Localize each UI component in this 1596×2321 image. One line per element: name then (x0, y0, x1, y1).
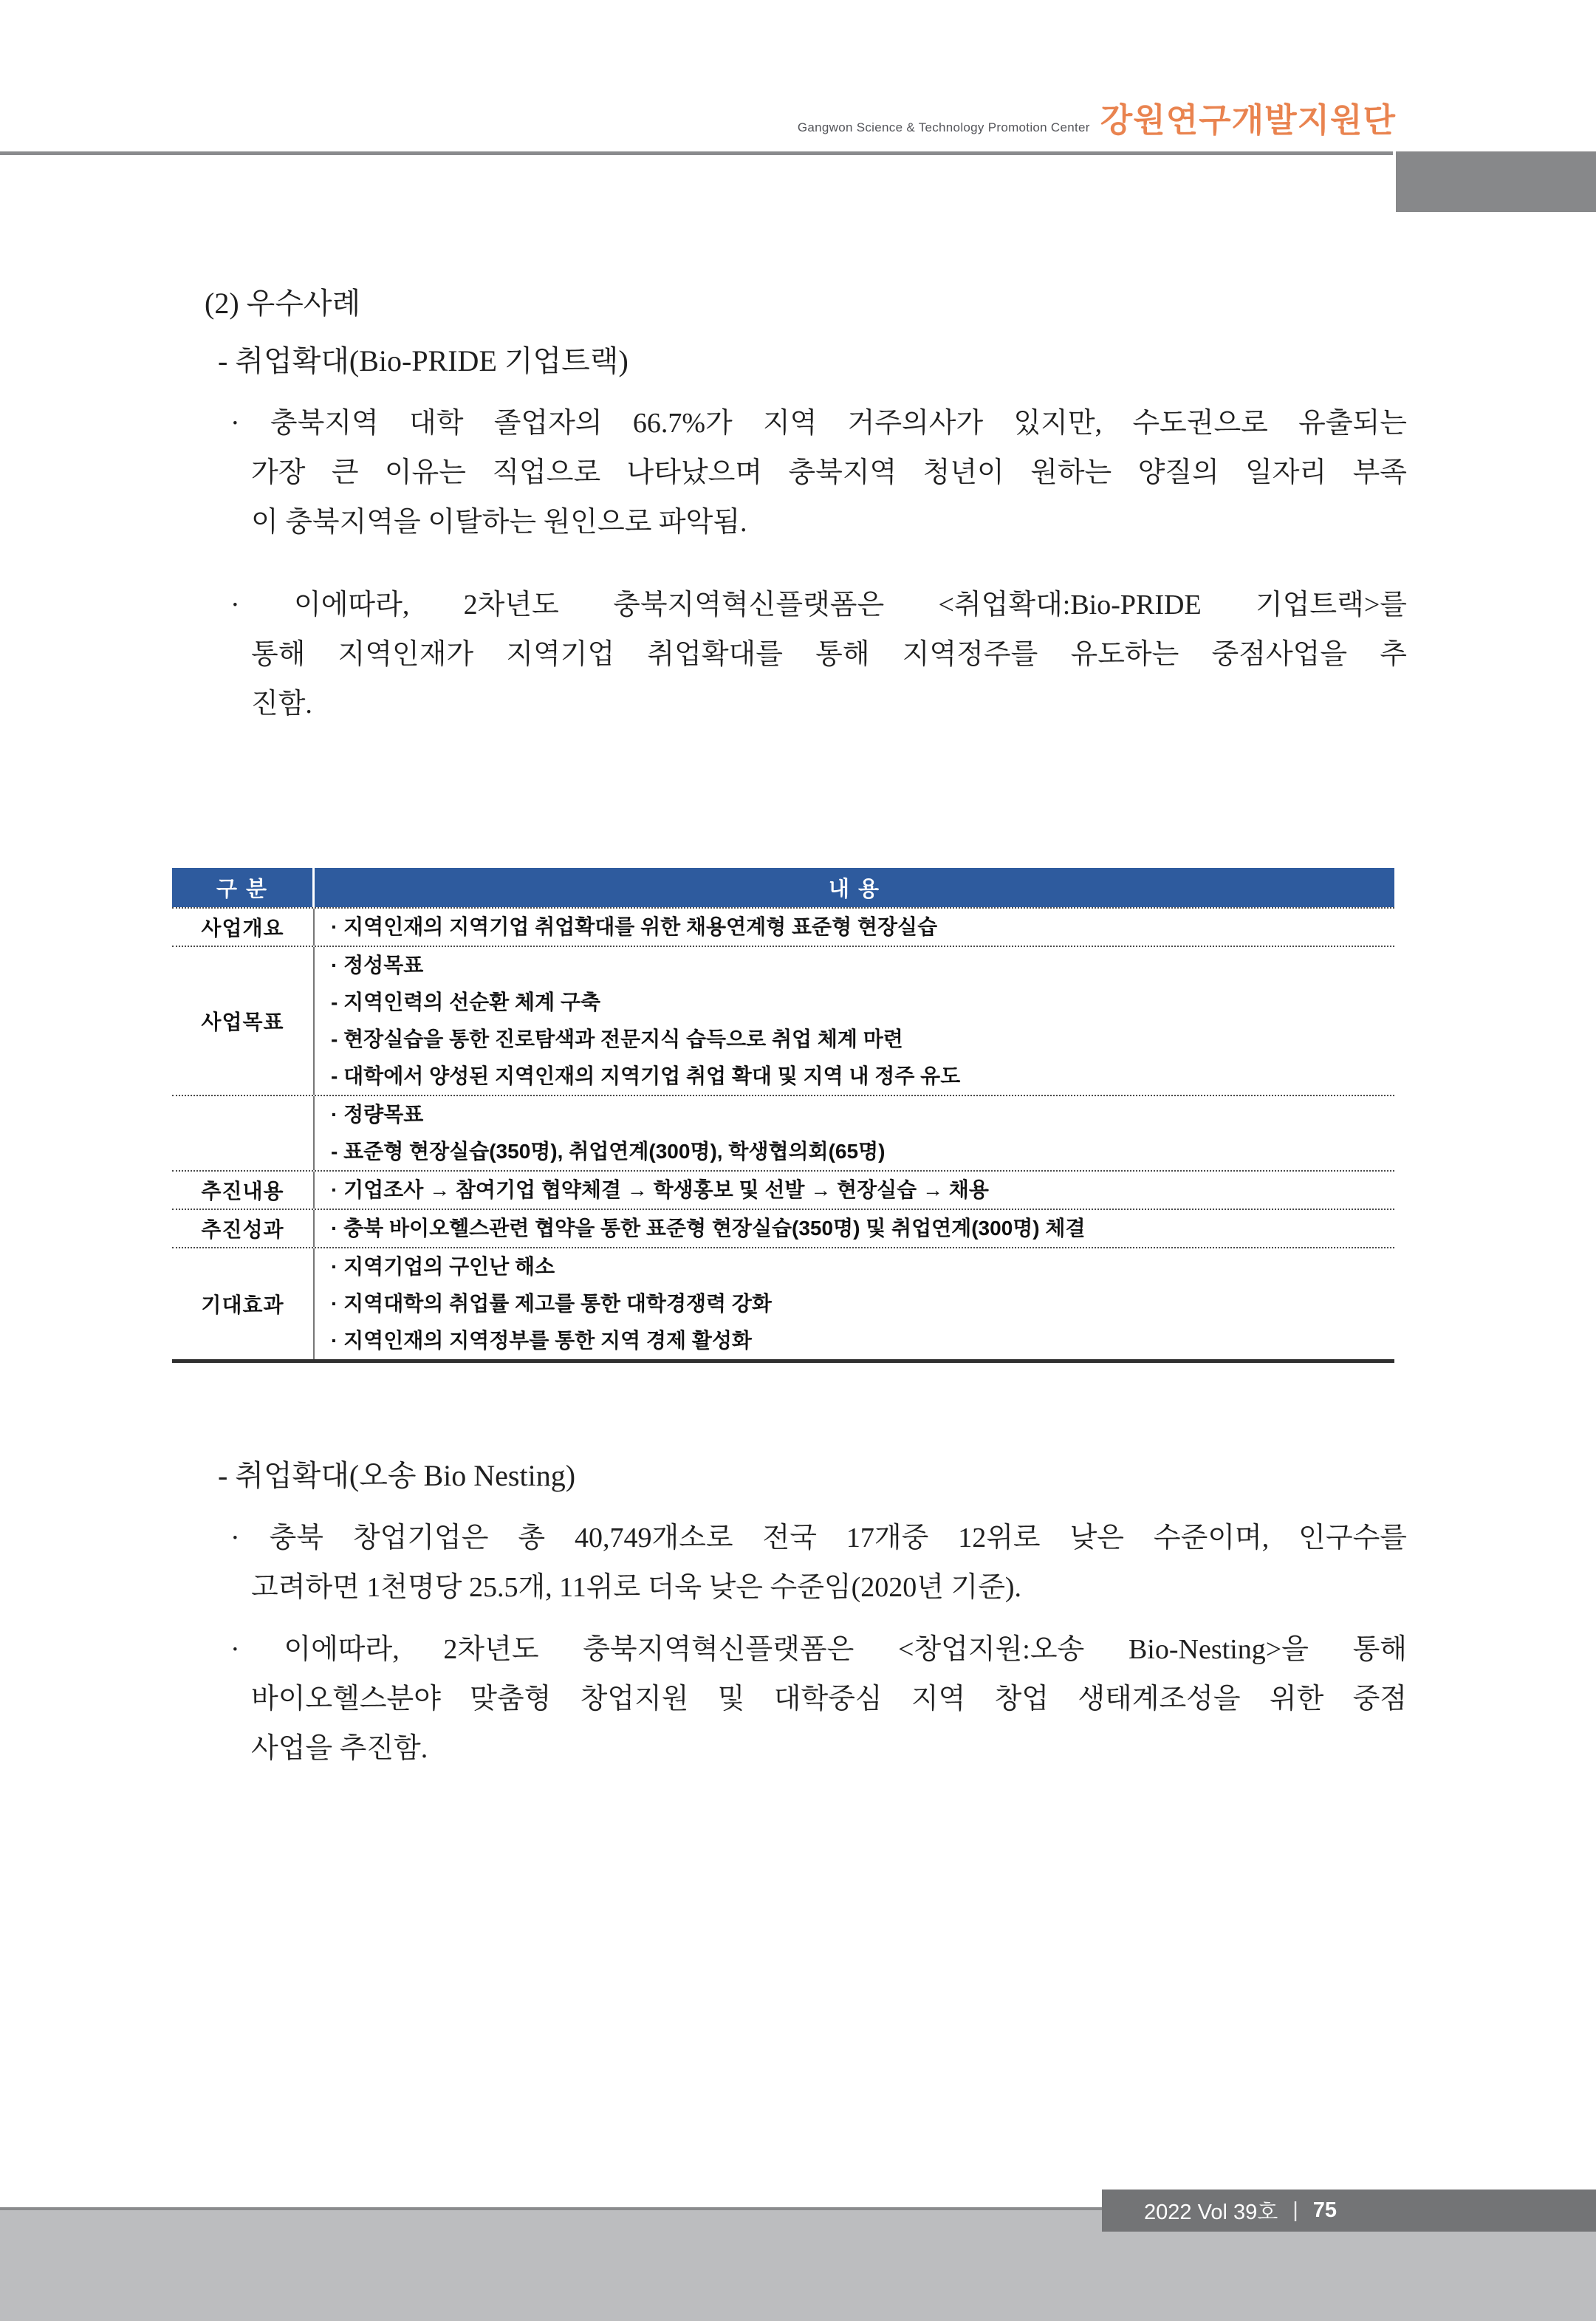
table-row-content (315, 1172, 1394, 1209)
table-row-label (172, 1096, 315, 1170)
paragraph-line: · 충북지역 대학 졸업자의 66.7%가 지역 거주의사가 있지만, 수도권으로 유출되는 (230, 408, 1407, 439)
table-row-label: 추진성과 (172, 1210, 315, 1247)
table-cell-line: · 정성목표 (331, 954, 424, 977)
table-cell-line: - 표준형 현장실습(350명), 취업연계(300명), 학생협의회(65명) (331, 1140, 886, 1163)
table-row (172, 1095, 1394, 1170)
paragraph-line: · 이에따라, 2차년도 충북지역혁신플랫폼은 <취업확대:Bio-PRIDE 기업트랙>를 (230, 589, 1407, 621)
table-row-label: 추진내용 (172, 1172, 315, 1209)
footer-separator: | (1292, 2198, 1298, 2222)
paragraph-line: 진함. (251, 688, 312, 719)
table-row-label: 사업목표 (172, 947, 315, 1095)
table-cell-line: · 정량목표 (331, 1103, 424, 1126)
section2-bullet-1 (230, 1514, 1407, 1613)
table-cell-line: · 지역인재의 지역기업 취업확대를 위한 채용연계형 표준형 현장실습 (331, 915, 938, 938)
paragraph-line: 사업을 추진함. (251, 1733, 428, 1764)
table-cell-line: - 현장실습을 통한 진로탐색과 전문지식 습득으로 취업 체계 마련 (331, 1028, 903, 1050)
table-cell-line: · 기업조사 → 참여기업 협약체결 → 학생홍보 및 선발 → 현장실습 → 채용 (331, 1178, 989, 1201)
table-row-label: 사업개요 (172, 909, 315, 946)
table-cell-line: · 지역기업의 구인난 해소 (331, 1255, 555, 1278)
header-title-ko: 강원연구개발지원단 (1100, 101, 1396, 139)
footer-issue: 2022 Vol 39호 (1144, 2201, 1278, 2224)
paragraph-line: · 충북 창업기업은 총 40,749개소로 전국 17개중 12위로 낮은 수준이며, 인구수를 (230, 1522, 1407, 1553)
table-cell-line: · 지역인재의 지역정부를 통한 지역 경제 활성화 (331, 1329, 752, 1352)
section1-bullet-1 (230, 399, 1407, 547)
header-corner-block (1396, 151, 1596, 212)
table-header-row (172, 868, 1394, 907)
table-header-content: 내 용 (828, 878, 881, 901)
table-row-content (315, 1096, 1394, 1170)
table-row (172, 1247, 1394, 1359)
table-row-content (315, 1210, 1394, 1247)
header-subtitle-en: Gangwon Science & Technology Promotion Center (797, 120, 1090, 134)
table-cell-line: · 지역대학의 취업률 제고를 통한 대학경쟁력 강화 (331, 1292, 772, 1315)
table-row-content (315, 947, 1394, 1095)
table-row-label: 기대효과 (172, 1248, 315, 1359)
table-header-category: 구 분 (172, 868, 315, 907)
page-header (0, 103, 1396, 137)
table-cell-line: - 지역인력의 선순환 체계 구축 (331, 991, 601, 1013)
paragraph-line: 이 충북지역을 이탈하는 원인으로 파악됨. (251, 507, 747, 538)
paragraph-line: 통해 지역인재가 지역기업 취업확대를 통해 지역정주를 유도하는 중점사업을 추 (251, 639, 1407, 670)
section1-subheading: - 취업확대(Bio-PRIDE 기업트랙) (218, 344, 629, 377)
paragraph-line: 고려하면 1천명당 25.5개, 11위로 더욱 낮은 수준임(2020년 기준). (251, 1572, 1022, 1603)
table-row-content (315, 909, 1394, 946)
program-summary-table (172, 868, 1394, 1363)
section2-subheading: - 취업확대(오송 Bio Nesting) (218, 1459, 576, 1492)
table-row (172, 1209, 1394, 1247)
paragraph-line: · 이에따라, 2차년도 충북지역혁신플랫폼은 <창업지원:오송 Bio-Nesting>을 통해 (230, 1634, 1407, 1665)
section2-bullet-2 (230, 1625, 1407, 1774)
section1-heading: (2) 우수사례 (205, 287, 361, 320)
footer-page-bar (1102, 2190, 1596, 2232)
paragraph-line: 바이오헬스분야 맞춤형 창업지원 및 대학중심 지역 창업 생태계조성을 위한 중점 (251, 1684, 1407, 1715)
table-row-content (315, 1248, 1394, 1359)
table-cell-line: · 충북 바이오헬스관련 협약을 통한 표준형 현장실습(350명) 및 취업연계(300명) 체결 (331, 1217, 1086, 1240)
section1-bullet-2 (230, 581, 1407, 729)
table-row (172, 1170, 1394, 1209)
table-row (172, 907, 1394, 946)
header-rule (0, 151, 1393, 155)
footer-page-number: 75 (1312, 2198, 1338, 2222)
table-cell-line: - 대학에서 양성된 지역인재의 지역기업 취업 확대 및 지역 내 정주 유도 (331, 1064, 961, 1087)
paragraph-line: 가장 큰 이유는 직업으로 나타났으며 충북지역 청년이 원하는 양질의 일자리 부족 (251, 457, 1407, 488)
table-row (172, 946, 1394, 1095)
